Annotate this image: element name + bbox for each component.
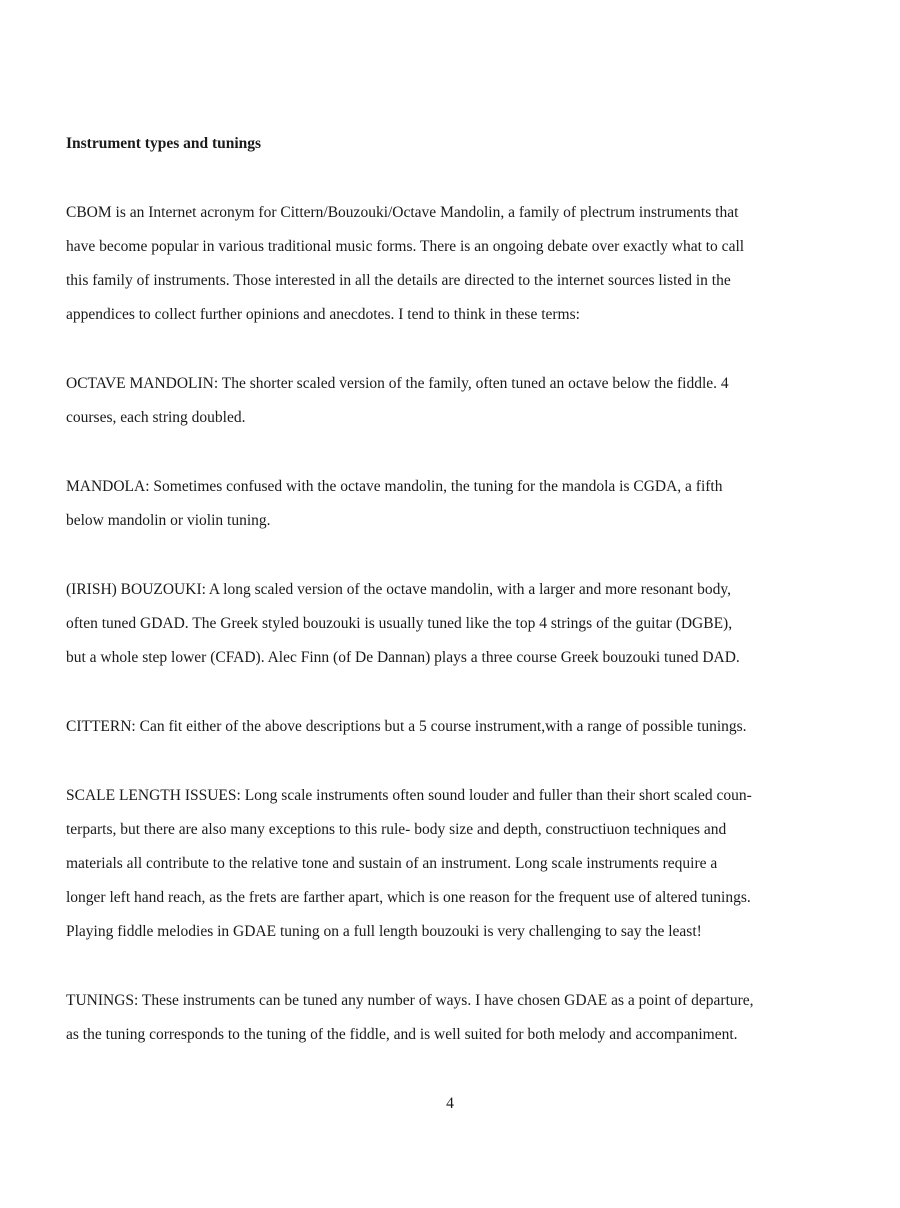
paragraph-cbom-line-2: have become popular in various traditional music forms. There is an ongoing debate over exactly what to call bbox=[66, 238, 745, 255]
paragraph-scale-length-line-1: SCALE LENGTH ISSUES: Long scale instruments often sound louder and fuller than their short scaled coun- bbox=[66, 787, 752, 804]
paragraph-scale-length-line-3: materials all contribute to the relative tone and sustain of an instrument. Long scale instruments require a bbox=[66, 855, 718, 872]
paragraph-octave-mandolin-line-2: courses, each string doubled. bbox=[66, 409, 246, 426]
paragraph-scale-length-line-2: terparts, but there are also many exceptions to this rule- body size and depth, constructiuon techniques and bbox=[66, 821, 727, 838]
paragraph-bouzouki-line-3: but a whole step lower (CFAD). Alec Finn (of De Dannan) plays a three course Greek bouzouki tuned DAD. bbox=[66, 649, 740, 666]
paragraph-cittern-line-1: CITTERN: Can fit either of the above descriptions but a 5 course instrument,with a range of possible tunings. bbox=[66, 718, 747, 735]
page-number: 4 bbox=[446, 1095, 454, 1112]
paragraph-tunings-line-1: TUNINGS: These instruments can be tuned any number of ways. I have chosen GDAE as a point of departure, bbox=[66, 992, 754, 1009]
paragraph-tunings-line-2: as the tuning corresponds to the tuning of the fiddle, and is well suited for both melody and accompaniment. bbox=[66, 1026, 738, 1043]
paragraph-bouzouki-line-2: often tuned GDAD. The Greek styled bouzouki is usually tuned like the top 4 strings of the guitar (DGBE), bbox=[66, 615, 733, 632]
paragraph-scale-length-line-5: Playing fiddle melodies in GDAE tuning on a full length bouzouki is very challenging to say the least! bbox=[66, 923, 702, 940]
paragraph-octave-mandolin-line-1: OCTAVE MANDOLIN: The shorter scaled version of the family, often tuned an octave below the fiddle. 4 bbox=[66, 375, 729, 392]
paragraph-cbom-line-1: CBOM is an Internet acronym for Cittern/Bouzouki/Octave Mandolin, a family of plectrum instruments that bbox=[66, 204, 739, 221]
paragraph-mandola-line-2: below mandolin or violin tuning. bbox=[66, 512, 271, 529]
paragraph-mandola-line-1: MANDOLA: Sometimes confused with the octave mandolin, the tuning for the mandola is CGDA, a fifth bbox=[66, 478, 723, 495]
paragraph-cbom-line-3: this family of instruments. Those interested in all the details are directed to the internet sources listed in the bbox=[66, 272, 731, 289]
paragraph-cbom-line-4: appendices to collect further opinions and anecdotes. I tend to think in these terms: bbox=[66, 306, 580, 323]
section-heading: Instrument types and tunings bbox=[66, 135, 262, 152]
paragraph-bouzouki-line-1: (IRISH) BOUZOUKI: A long scaled version of the octave mandolin, with a larger and more resonant body, bbox=[66, 581, 732, 598]
paragraph-scale-length-line-4: longer left hand reach, as the frets are farther apart, which is one reason for the frequent use of altered tunings. bbox=[66, 889, 751, 906]
